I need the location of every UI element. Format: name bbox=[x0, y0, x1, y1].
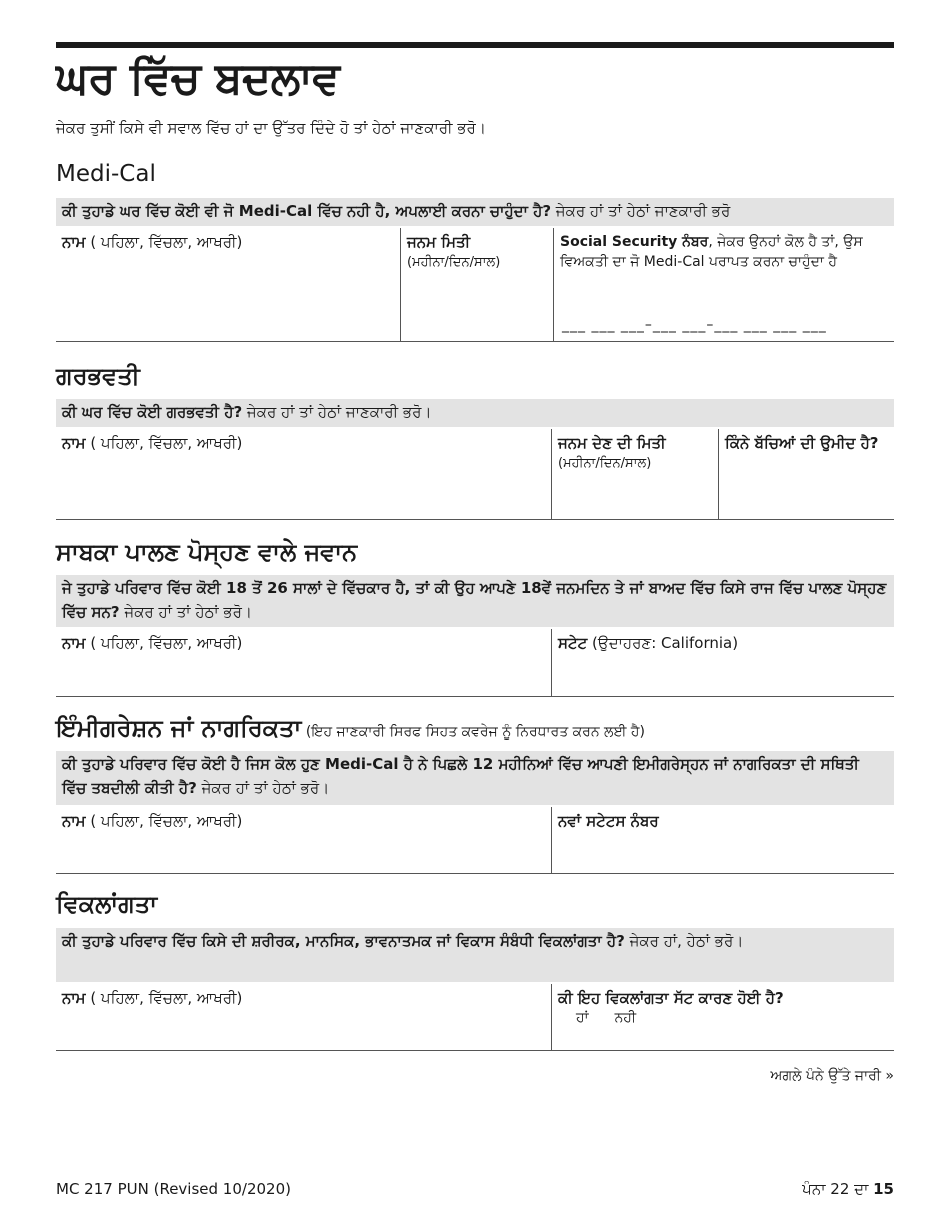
name-label-bold: ਨਾਮ bbox=[62, 233, 86, 251]
field-pregnancy-due-date[interactable] bbox=[551, 429, 718, 519]
state-label-bold: ਸਟੇਟ bbox=[558, 634, 588, 652]
question-pregnancy-rest: ਜੇਕਰ ਹਾਂ ਤਾਂ ਹੇਠਾਂ ਜਾਣਕਾਰੀ ਭਰੋ। bbox=[242, 403, 432, 421]
field-immigration-status[interactable] bbox=[551, 807, 894, 873]
injury-options bbox=[558, 1009, 888, 1027]
page-intro: ਜੇਕਰ ਤੁਸੀਂ ਕਿਸੇ ਵੀ ਸਵਾਲ ਵਿੱਚ ਹਾਂ ਦਾ ਉੱਤਰ ਦਿੰਦੇ ਹੋ ਤਾਂ ਹੇਠਾਂ ਜਾਣਕਾਰੀ ਭਰੋ। bbox=[56, 119, 486, 137]
question-disability-bold: ਕੀ ਤੁਹਾਡੇ ਪਰਿਵਾਰ ਵਿੱਚ ਕਿਸੇ ਦੀ ਸ਼ਰੀਰਕ, ਮਾਨਸਿਕ, ਭਾਵਨਾਤਮਕ ਜਾਂ ਵਿਕਾਸ ਸੰਬੰਧੀ ਵਿਕਲਾਂਗਤਾ ਹੈ? bbox=[62, 932, 625, 950]
field-pregnancy-name[interactable] bbox=[56, 429, 551, 519]
field-medi-cal-ssn[interactable] bbox=[553, 228, 894, 341]
question-immigration bbox=[56, 751, 894, 805]
question-medi-cal-bold: ਕੀ ਤੁਹਾਡੇ ਘਰ ਵਿੱਚ ਕੋਈ ਵੀ ਜੋ Medi-Cal ਵਿੱਚ ਨਹੀ ਹੈ, ਅਪਲਾਈ ਕਰਨਾ ਚਾਹੁੰਦਾ ਹੈ? bbox=[62, 202, 552, 220]
field-disability-injury bbox=[551, 984, 894, 1050]
dob-format: (ਮਹੀਨਾ/ਦਿਨ/ਸਾਲ) bbox=[407, 255, 501, 270]
fields-foster-youth bbox=[56, 629, 894, 697]
page-prefix: ਪੰਨਾ 22 ਦਾ bbox=[802, 1180, 874, 1198]
name-label-rest: ( ਪਹਿਲਾ, ਵਿੱਚਲਾ, ਆਖਰੀ) bbox=[85, 233, 243, 251]
ssn-label-bold: Social Security ਨੰਬਰ bbox=[560, 234, 709, 250]
section-title-medi-cal: Medi-Cal bbox=[56, 161, 156, 187]
section-title-disability: ਵਿਕਲਾਂਗਤਾ bbox=[56, 890, 158, 918]
name-label-bold: ਨਾਮ bbox=[62, 434, 86, 452]
form-id: MC 217 PUN (Revised 10/2020) bbox=[56, 1180, 291, 1198]
question-medi-cal-rest: ਜੇਕਰ ਹਾਂ ਤਾਂ ਹੇਠਾਂ ਜਾਣਕਾਰੀ ਭਰੋ bbox=[551, 202, 731, 220]
question-foster-youth bbox=[56, 575, 894, 627]
field-medi-cal-name[interactable] bbox=[56, 228, 400, 341]
field-disability-name[interactable] bbox=[56, 984, 551, 1050]
top-rule bbox=[56, 42, 894, 48]
continued-note: ਅਗਲੇ ਪੰਨੇ ਉੱਤੇ ਜਾਰੀ » bbox=[770, 1068, 894, 1084]
question-disability bbox=[56, 928, 894, 982]
fields-medi-cal bbox=[56, 228, 894, 342]
field-medi-cal-dob[interactable] bbox=[400, 228, 553, 341]
fields-pregnancy bbox=[56, 429, 894, 520]
question-immigration-rest: ਜੇਕਰ ਹਾਂ ਤਾਂ ਹੇਠਾਂ ਭਰੋ। bbox=[196, 779, 330, 797]
section-title-foster-youth: ਸਾਬਕਾ ਪਾਲਣ ਪੋਸ੍ਹਣ ਵਾਲੇ ਜਵਾਨ bbox=[56, 538, 358, 566]
status-label: ਨਵਾਂ ਸਟੇਟਸ ਨੰਬਰ bbox=[558, 812, 659, 830]
babies-label: ਕਿੰਨੇ ਬੱਚਿਆਂ ਦੀ ਉਮੀਦ ਹੈ? bbox=[725, 434, 879, 452]
state-label-rest: (ਉਦਾਹਰਣ: California) bbox=[587, 634, 739, 652]
section-title-immigration bbox=[56, 714, 645, 743]
field-pregnancy-babies[interactable] bbox=[718, 429, 894, 519]
page-number bbox=[802, 1180, 894, 1198]
name-label-rest: ( ਪਹਿਲਾ, ਵਿੱਚਲਾ, ਆਖਰੀ) bbox=[85, 634, 243, 652]
injury-no-option[interactable]: ਨਹੀ bbox=[614, 1010, 637, 1026]
due-format: (ਮਹੀਨਾ/ਦਿਨ/ਸਾਲ) bbox=[558, 456, 652, 471]
name-label-rest: ( ਪਹਿਲਾ, ਵਿੱਚਲਾ, ਆਖਰੀ) bbox=[85, 812, 243, 830]
question-pregnancy-bold: ਕੀ ਘਰ ਵਿੱਚ ਕੋਈ ਗਰਭਵਤੀ ਹੈ? bbox=[62, 403, 243, 421]
ssn-label-rest: , ਜੇਕਰ ਉਨਹਾਂ ਕੋਲ ਹੈ ਤਾਂ, ਉਸ ਵਿਅਕਤੀ ਦਾ ਜੋ Medi-Cal ਪਰਾਪਤ ਕਰਨਾ ਚਾਹੁੰਦਾ ਹੈ bbox=[560, 234, 863, 270]
field-foster-youth-state[interactable] bbox=[551, 629, 894, 696]
name-label-bold: ਨਾਮ bbox=[62, 989, 86, 1007]
section-title-pregnancy: ਗਰਭਵਤੀ bbox=[56, 362, 140, 390]
name-label-bold: ਨਾਮ bbox=[62, 634, 86, 652]
injury-yes-option[interactable]: ਹਾਂ bbox=[576, 1010, 589, 1026]
question-foster-youth-bold: ਜੇ ਤੁਹਾਡੇ ਪਰਿਵਾਰ ਵਿੱਚ ਕੋਈ 18 ਤੋਂ 26 ਸਾਲਾਂ ਦੇ ਵਿੱਚਕਾਰ ਹੈ, ਤਾਂ ਕੀ ਉਹ ਆਪਣੇ 18ਵੇਂ ਜਨਮਦਿਨ ਤੇ ਜਾਂ ਬਾਅਦ ਵਿੱਚ ਕਿਸੇ ਰਾਜ ਵਿੱਚ ਪਾਲਣ ਪੋਸ੍ਹਣ ਵਿੱਚ ਸਨ? bbox=[62, 579, 887, 621]
injury-label: ਕੀ ਇਹ ਵਿਕਲਾਂਗਤਾ ਸੱਟ ਕਾਰਣ ਹੋਈ ਹੈ? bbox=[558, 989, 784, 1007]
question-immigration-bold: ਕੀ ਤੁਹਾਡੇ ਪਰਿਵਾਰ ਵਿੱਚ ਕੋਈ ਹੈ ਜਿਸ ਕੋਲ ਹੁਣ Medi-Cal ਹੈ ਨੇ ਪਿਛਲੇ 12 ਮਹੀਨਿਆਂ ਵਿੱਚ ਆਪਣੀ ਇਮੀਗਰੇਸ੍ਹਨ ਜਾਂ ਨਾਗਰਿਕਤਾ ਦੀ ਸਥਿਤੀ ਵਿੱਚ ਤਬਦੀਲੀ ਕੀਤੀ ਹੈ? bbox=[62, 755, 859, 797]
name-label-bold: ਨਾਮ bbox=[62, 812, 86, 830]
page-total: 15 bbox=[873, 1180, 894, 1198]
question-pregnancy bbox=[56, 399, 894, 427]
immigration-title: ਇੰਮੀਗਰੇਸ਼ਨ ਜਾਂ ਨਾਗਰਿਕਤਾ bbox=[56, 714, 302, 742]
due-label: ਜਨਮ ਦੇਣ ਦੀ ਮਿਤੀ bbox=[558, 434, 666, 452]
question-medi-cal bbox=[56, 198, 894, 226]
fields-immigration bbox=[56, 807, 894, 874]
name-label-rest: ( ਪਹਿਲਾ, ਵਿੱਚਲਾ, ਆਖਰੀ) bbox=[85, 989, 243, 1007]
name-label-rest: ( ਪਹਿਲਾ, ਵਿੱਚਲਾ, ਆਖਰੀ) bbox=[85, 434, 243, 452]
field-immigration-name[interactable] bbox=[56, 807, 551, 873]
immigration-title-note: (ਇਹ ਜਾਣਕਾਰੀ ਸਿਰਫ ਸਿਹਤ ਕਵਰੇਜ ਨੂੰ ਨਿਰਧਾਰਤ ਕਰਨ ਲਈ ਹੈ) bbox=[301, 724, 645, 740]
field-foster-youth-name[interactable] bbox=[56, 629, 551, 696]
fields-disability bbox=[56, 984, 894, 1051]
page-title: ਘਰ ਵਿੱਚ ਬਦਲਾਵ bbox=[56, 53, 340, 104]
dob-label: ਜਨਮ ਮਿਤੀ bbox=[407, 233, 471, 251]
ssn-blanks: ___ ___ ___–___ ___–___ ___ ___ ___ bbox=[562, 317, 827, 333]
question-foster-youth-rest: ਜੇਕਰ ਹਾਂ ਤਾਂ ਹੇਠਾਂ ਭਰੋ। bbox=[119, 603, 253, 621]
question-disability-rest: ਜੇਕਰ ਹਾਂ, ਹੇਠਾਂ ਭਰੋ। bbox=[624, 932, 744, 950]
